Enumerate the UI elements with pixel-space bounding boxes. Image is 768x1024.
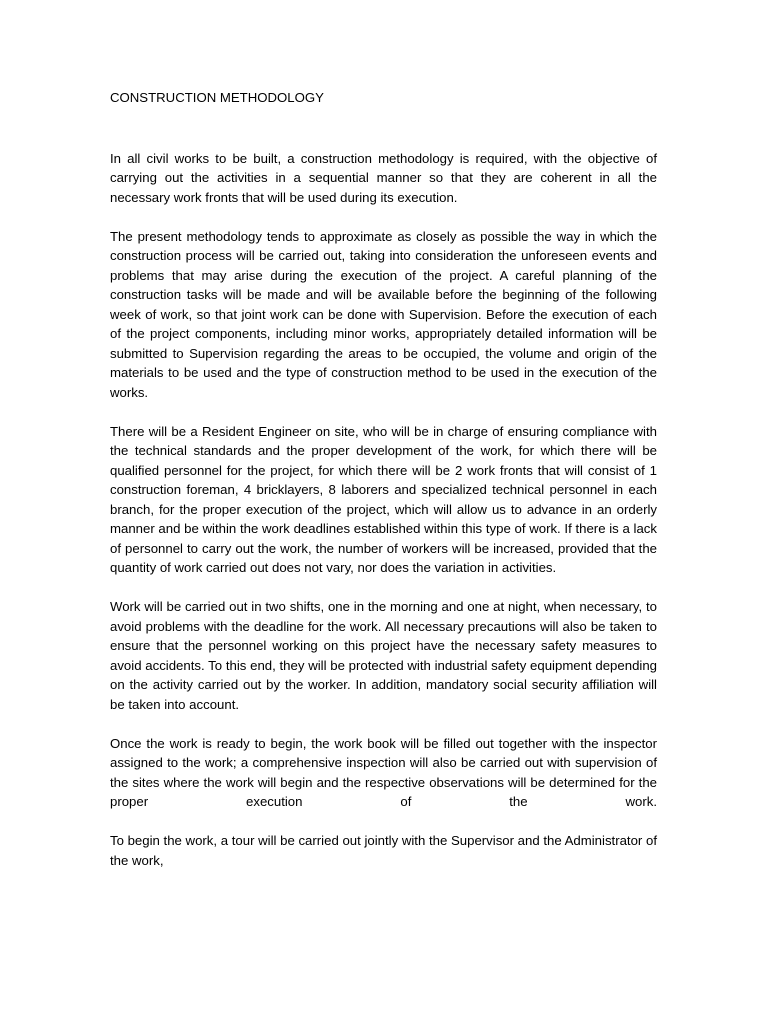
paragraph-shifts-safety: Work will be carried out in two shifts, one in the morning and one at night, when necessary, to avoid problems with the deadline for the work. All necessary precautions will also be taken to ensure that the personnel working on this project have the necessary safety measures to avoid accidents. To this end, they will be protected with industrial safety equipment depending on the activity carried out by the worker. In addition, mandatory social security affiliation will be taken into account. xyxy=(110,599,657,712)
paragraph-methodology: The present methodology tends to approximate as closely as possible the way in which the construction process will be carried out, taking into consideration the unforeseen events and problems that may arise during the execution of the project. A careful planning of the construction tasks will be made and will be available before the beginning of the following week of work, so that joint work can be done with Supervision. Before the execution of each of the project components, including minor works, appropriately detailed information will be submitted to Supervision regarding the areas to be occupied, the volume and origin of the materials to be used and the type of construction method to be used in the execution of the works. xyxy=(110,228,657,400)
paragraph-personnel: There will be a Resident Engineer on site, who will be in charge of ensuring compliance with the technical standards and the proper development of the work, for which there will be qualified personnel for the project, for which there will be 2 work fronts that will consist of 1 construction foreman, 4 bricklayers, 8 laborers and specialized technical personnel in each branch, for the proper execution of the project, which will allow us to advance in an orderly manner and be within the work deadlines established within this type of work. If there is a lack of personnel to carry out the work, the number of workers will be increased, provided that the quantity of work carried out does not vary, nor does the variation in activities. xyxy=(110,423,657,575)
document-body xyxy=(110,88,657,890)
document-title: CONSTRUCTION METHODOLOGY xyxy=(110,90,324,105)
paragraph-objective: In all civil works to be built, a construction methodology is required, with the objective of carrying out the activities in a sequential manner so that they are coherent in all the necessary work fronts that will be used during its execution. xyxy=(110,150,657,205)
paragraph-tour: To begin the work, a tour will be carried out jointly with the Supervisor and the Administrator of the work, xyxy=(110,833,657,868)
paragraph-work-book: Once the work is ready to begin, the work book will be filled out together with the inspector assigned to the work; a comprehensive inspection will also be carried out with supervision of the sites where the work will begin and the respective observations will be determined for the proper execution of the work. xyxy=(110,735,657,809)
